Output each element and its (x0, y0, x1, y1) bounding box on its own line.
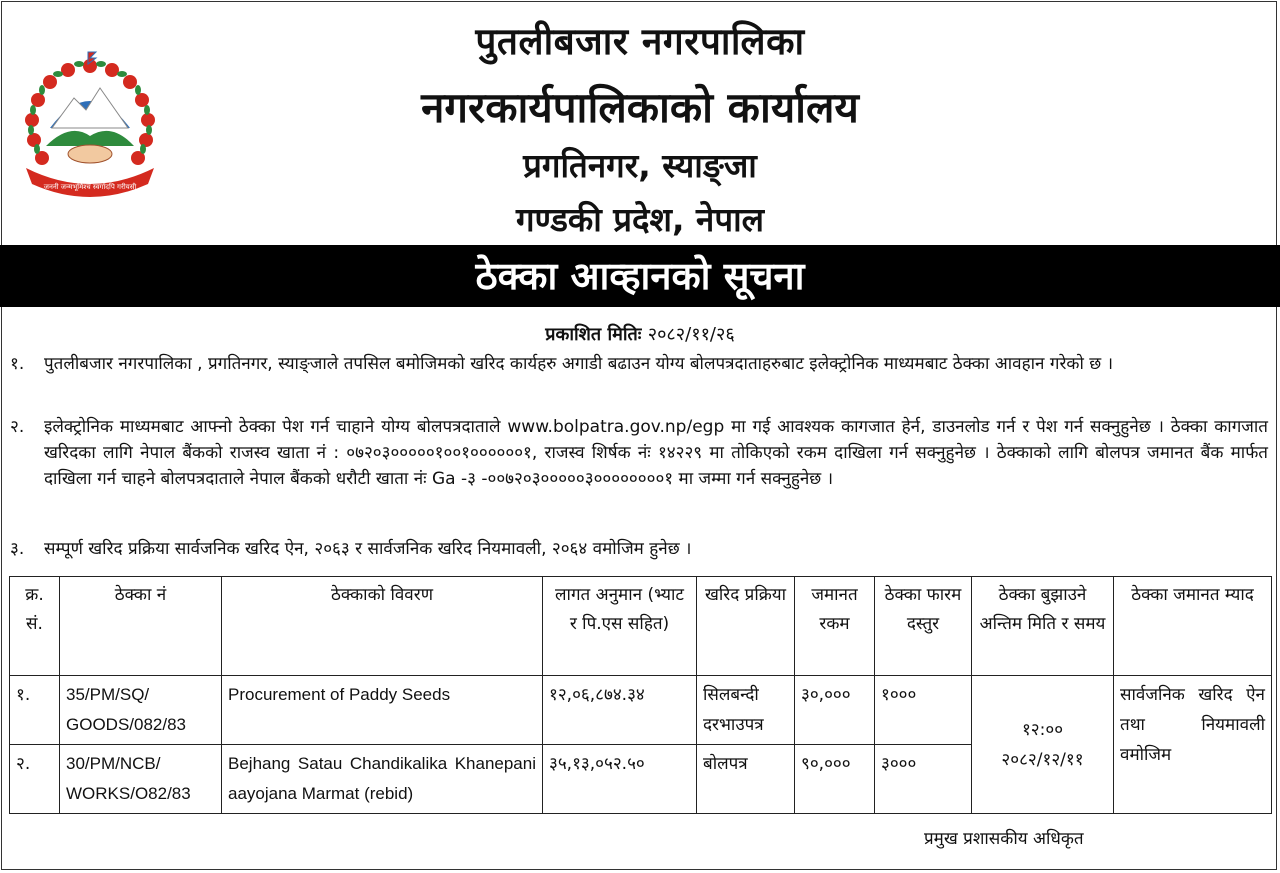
notice-title: ठेक्का आव्हानको सूचना (475, 254, 805, 298)
published-date-value: २०८२/११/२६ (647, 324, 735, 345)
province-country: गण्डकी प्रदेश, नेपाल (515, 200, 765, 239)
cell-form-fee: ३००० (875, 745, 972, 814)
paragraph-number: ३. (10, 539, 25, 559)
paragraph-number: १. (10, 354, 25, 374)
published-date (0, 322, 1280, 346)
col-header-deadline: ठेक्का बुझाउने अन्तिम मिति र समय (972, 577, 1114, 676)
cell-estimate: १२,०६,८७४.३४ (543, 676, 697, 745)
paragraph-text: इलेक्ट्रोनिक माध्यमबाट आफ्नो ठेक्का पेश गर्न चाहाने योग्य बोलपत्रदाताले www.bolpatra.gov.np/egp मा गई आवश्यक कागजात हेर्न, डाउनलोड गर्न र पेश गर्न सक्नुहुनेछ । ठेक्का कागजात खरिदका लागि नेपाल बैंकको राजस्व खाता नं : ०७२०३०००००१००१००००००१, राजस्व शिर्षक नंः १४२२९ मा तोकिएको रकम दाखिला गर्न सक्नुहुनेछ । ठेक्काको लागि बोलपत्र जमानत बैंक मार्फत दाखिला गर्न चाहने बोलपत्रदाताले नेपाल बैंकको धरौटी खाता नंः Ga -३ -००७२०३०००००३००००००००१ मा जम्मा गर्न सक्नुहुनेछ । (44, 417, 1268, 489)
published-date-label: प्रकाशित मितिः (545, 324, 642, 345)
col-header-sn: क्र. सं. (10, 577, 60, 676)
cell-security: ३०,००० (795, 676, 875, 745)
municipality-name: पुतलीबजार नगरपालिका (475, 20, 805, 63)
notice-title-banner (0, 245, 1280, 307)
cell-validity: सार्वजनिक खरिद ऐन तथा नियमावली वमोजिम (1114, 676, 1272, 814)
cell-contract-no: 30/PM/NCB/ WORKS/O82/83 (60, 745, 222, 814)
table-header-row (10, 577, 1272, 676)
cell-security: ९०,००० (795, 745, 875, 814)
cell-sn: १. (10, 676, 60, 745)
paragraph-number: २. (10, 417, 25, 437)
cell-form-fee: १००० (875, 676, 972, 745)
cell-method: बोलपत्र (697, 745, 795, 814)
paragraph-text: सम्पूर्ण खरिद प्रक्रिया सार्वजनिक खरिद ऐन, २०६३ र सार्वजनिक खरिद नियमावली, २०६४ वमोजिम हुनेछ । (44, 539, 692, 559)
emblem-motto: जननी जन्मभूमिश्च स्वर्गादपि गरीयसी (43, 183, 137, 191)
col-header-description: ठेक्काको विवरण (222, 577, 543, 676)
office-name: नगरकार्यपालिकाको कार्यालय (421, 83, 859, 132)
table-row (10, 676, 1272, 745)
deadline-date: २०८२/१२/११ (1001, 749, 1084, 770)
tender-table (9, 576, 1272, 814)
office-address: प्रगतिनगर, स्याङ्जा (523, 146, 757, 185)
paragraph-text: पुतलीबजार नगरपालिका , प्रगतिनगर, स्याङ्जाले तपसिल बमोजिमको खरिद कार्यहरु अगाडी बढाउन योग्य बोलपत्रदाताहरुबाट इलेक्ट्रोनिक माध्यमबाट ठेक्का आवहान गरेको छ । (44, 354, 1114, 374)
paragraph-1 (10, 351, 1268, 377)
paragraph-2 (10, 414, 1268, 492)
cell-description: Procurement of Paddy Seeds (222, 676, 543, 745)
letterhead (0, 0, 1280, 245)
cell-deadline (972, 676, 1114, 814)
col-header-contract-no: ठेक्का नं (60, 577, 222, 676)
cell-sn: २. (10, 745, 60, 814)
deadline-time: १२:०० (1021, 719, 1064, 740)
col-header-method: खरिद प्रक्रिया (697, 577, 795, 676)
cell-method: सिलबन्दी दरभाउपत्र (697, 676, 795, 745)
signature-title: प्रमुख प्रशासकीय अधिकृत (924, 829, 1084, 849)
col-header-validity: ठेक्का जमानत म्याद (1114, 577, 1272, 676)
col-header-form-fee: ठेक्का फारम दस्तुर (875, 577, 972, 676)
col-header-estimate: लागत अनुमान (भ्याट र पि.एस सहित) (543, 577, 697, 676)
paragraph-3 (10, 536, 1268, 562)
col-header-security: जमानत रकम (795, 577, 875, 676)
cell-contract-no: 35/PM/SQ/ GOODS/082/83 (60, 676, 222, 745)
cell-description: Bejhang Satau Chandikalika Khanepani aayojana Marmat (rebid) (222, 745, 543, 814)
cell-estimate: ३५,१३,०५२.५० (543, 745, 697, 814)
